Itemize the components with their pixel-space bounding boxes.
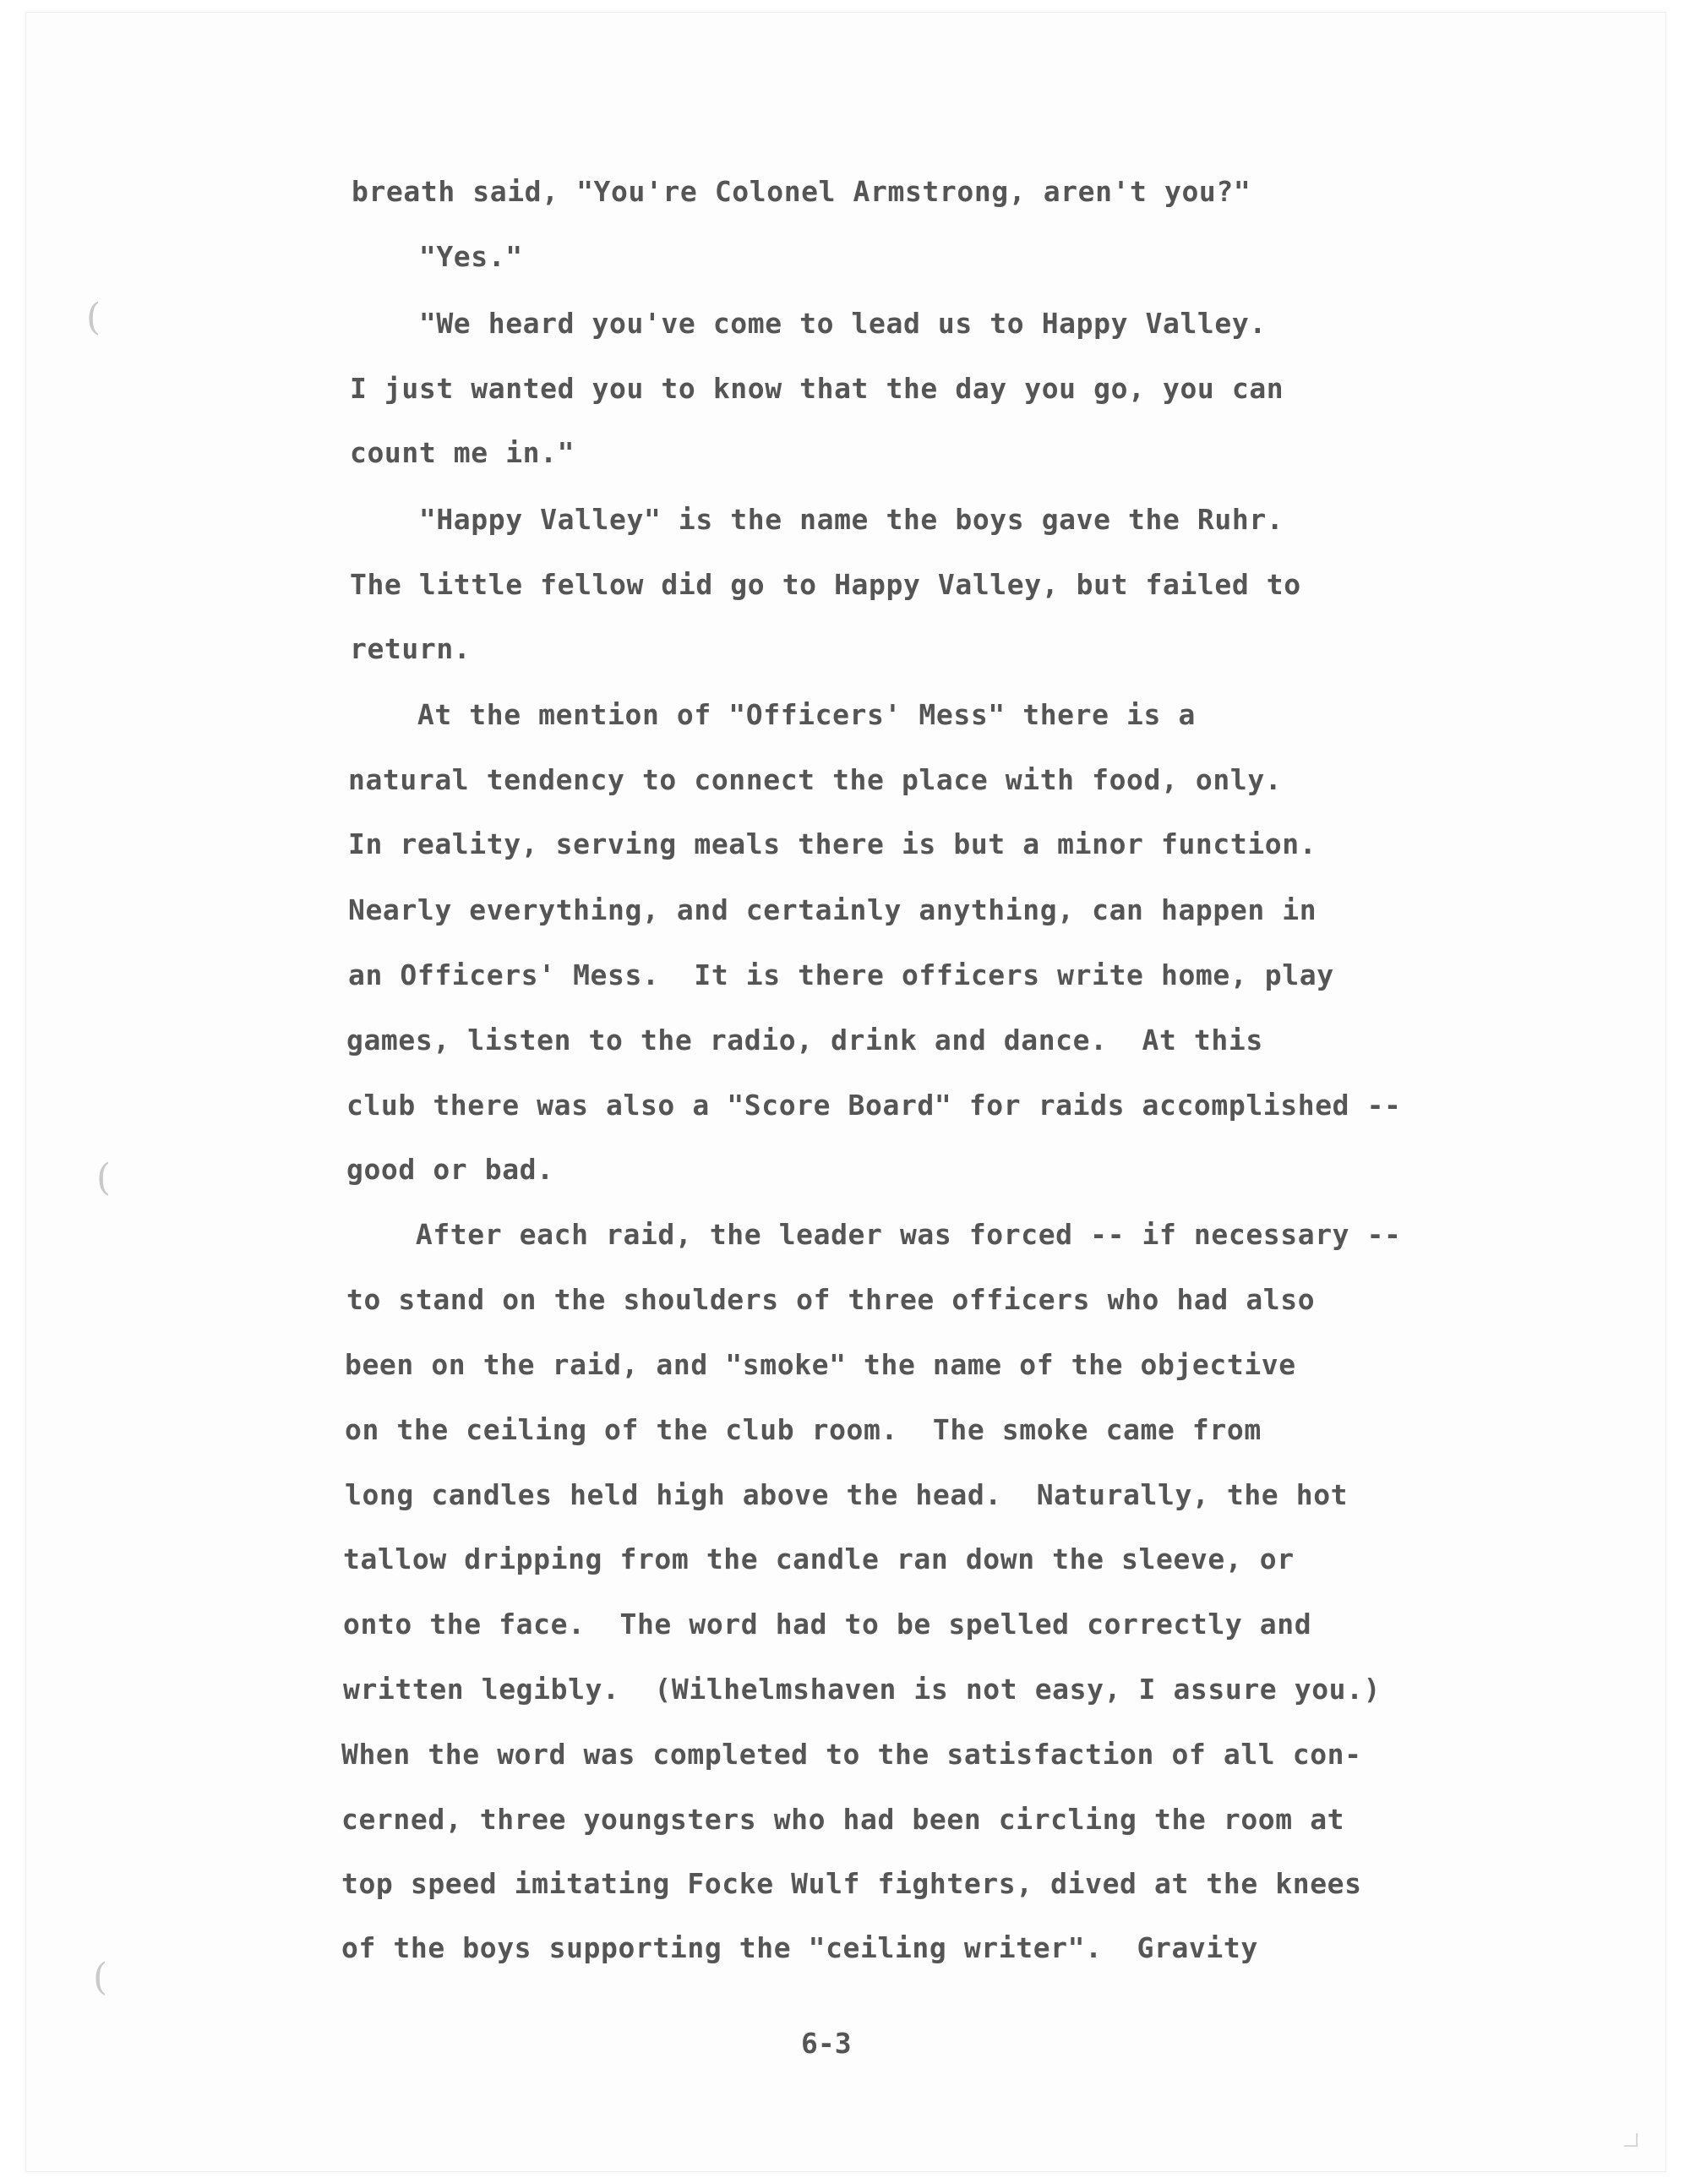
text-line: Nearly everything, and certainly anything, can happen in <box>348 893 1317 926</box>
text-line: an Officers' Mess. It is there officers write home, play <box>348 958 1334 991</box>
text-line: top speed imitating Focke Wulf fighters, dived at the knees <box>341 1867 1362 1900</box>
punch-hole-mark: ( <box>86 296 101 339</box>
text-line: At the mention of "Officers' Mess" there is a <box>348 698 1196 731</box>
text-line: cerned, three youngsters who had been circling the room at <box>341 1803 1345 1836</box>
text-line: After each raid, the leader was forced -- if necessary -- <box>346 1218 1402 1251</box>
text-line: The little fellow did go to Happy Valley, but failed to <box>350 568 1301 601</box>
text-line: "We heard you've come to lead us to Happy Valley. <box>350 307 1267 340</box>
text-line: breath said, "You're Colonel Armstrong, aren't you?" <box>352 175 1251 208</box>
text-line: on the ceiling of the club room. The smoke came from <box>345 1413 1262 1446</box>
text-line: return. <box>350 632 472 665</box>
punch-hole-mark: ( <box>96 1156 112 1199</box>
punch-hole-mark: ( <box>93 1956 108 1999</box>
text-line: club there was also a "Score Board" for raids accomplished -- <box>346 1089 1402 1122</box>
text-line: long candles held high above the head. Naturally, the hot <box>345 1478 1349 1511</box>
text-line: of the boys supporting the "ceiling writer". Gravity <box>341 1931 1258 1964</box>
text-line: In reality, serving meals there is but a minor function. <box>348 827 1317 860</box>
text-line: good or bad. <box>346 1153 554 1186</box>
text-line: natural tendency to connect the place with food, only. <box>348 763 1283 796</box>
text-line: "Yes." <box>350 240 523 273</box>
text-line: to stand on the shoulders of three officers who had also <box>346 1283 1316 1316</box>
page-corner-mark <box>1624 2133 1638 2147</box>
text-line: count me in." <box>350 436 575 469</box>
text-line: written legibly. (Wilhelmshaven is not easy, I assure you.) <box>343 1673 1382 1706</box>
text-line: "Happy Valley" is the name the boys gave the Ruhr. <box>350 503 1284 536</box>
text-line: When the word was completed to the satisfaction of all con- <box>341 1738 1362 1771</box>
text-line: I just wanted you to know that the day you go, you can <box>350 372 1284 405</box>
text-line: tallow dripping from the candle ran down the sleeve, or <box>343 1542 1295 1575</box>
text-line: onto the face. The word had to be spelled correctly and <box>343 1608 1312 1641</box>
page-number: 6-3 <box>801 2027 852 2060</box>
text-line: games, listen to the radio, drink and dance. At this <box>346 1024 1263 1057</box>
text-line: been on the raid, and "smoke" the name of the objective <box>345 1348 1296 1381</box>
